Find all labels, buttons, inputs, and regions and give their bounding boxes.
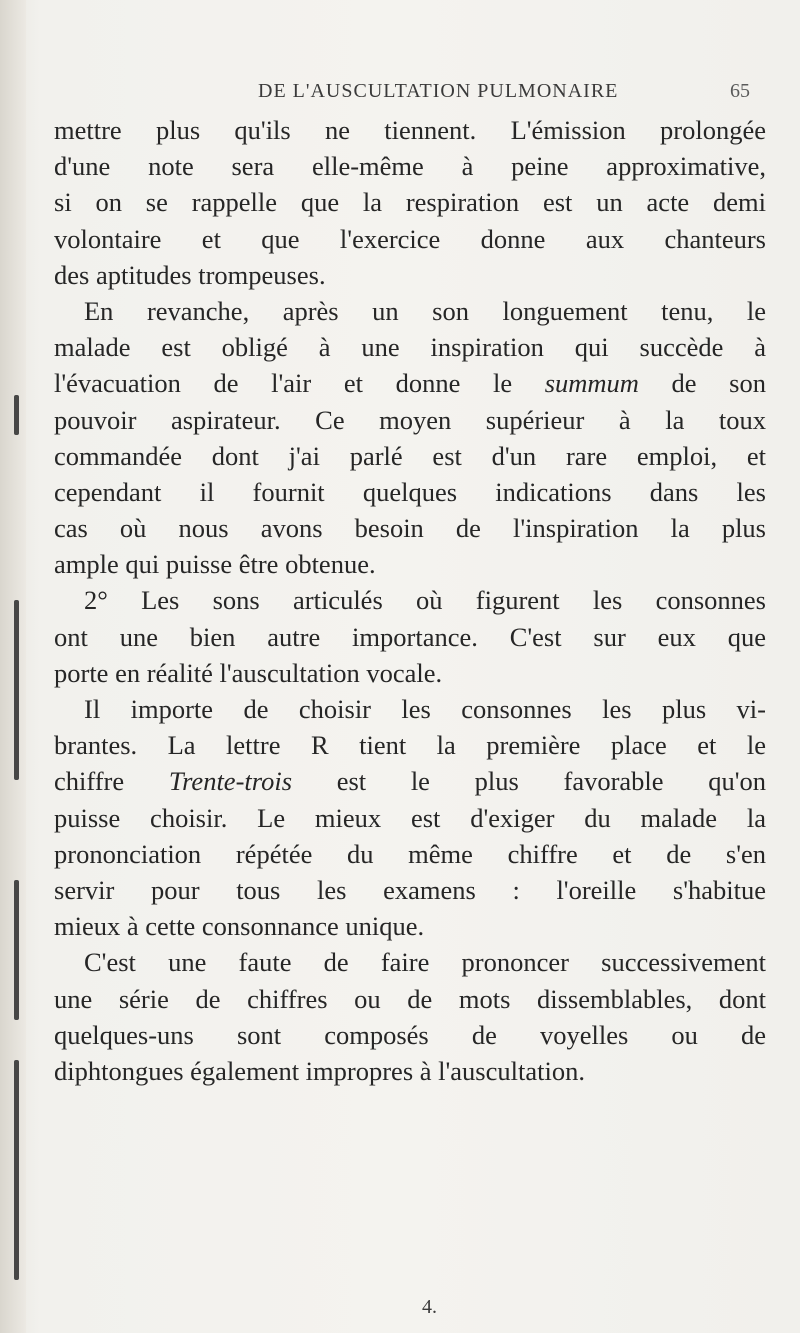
text-line: cependant il fournit quelques indications dans les: [54, 476, 766, 507]
text-line: diphtongues également impropres à l'auscultation.: [54, 1055, 585, 1086]
text-line: une série de chiffres ou de mots dissemblables, dont: [54, 983, 766, 1014]
text-line: ont une bien autre importance. C'est sur eux que: [54, 621, 766, 652]
text-line: prononciation répétée du même chiffre et de s'en: [54, 838, 766, 869]
text-line: pouvoir aspirateur. Ce moyen supérieur à la toux: [54, 404, 766, 435]
text-line: chiffre Trente-trois est le plus favorable qu'on: [54, 766, 766, 797]
text-line: mieux à cette consonnance unique.: [54, 911, 425, 942]
text-line: d'une note sera elle-même à peine approximative,: [54, 151, 766, 182]
text-line: volontaire et que l'exercice donne aux chanteurs: [54, 223, 766, 254]
binding-mark: [14, 1060, 19, 1280]
text-line: porte en réalité l'auscultation vocale.: [54, 657, 443, 688]
text-line: Il importe de choisir les consonnes les plus vi-: [84, 694, 766, 724]
text-line: l'évacuation de l'air et donne le summum de son: [54, 368, 766, 399]
text-line: quelques-uns sont composés de voyelles ou de: [54, 1019, 766, 1050]
page-gutter: [0, 0, 26, 1333]
binding-mark: [14, 600, 19, 780]
text-line: brantes. La lettre R tient la première place et le: [54, 730, 766, 761]
text-line: cas où nous avons besoin de l'inspiration la plus: [54, 513, 766, 544]
text-line: ample qui puisse être obtenue.: [54, 549, 376, 580]
body-text: [54, 112, 766, 1089]
text-line: si on se rappelle que la respiration est un acte demi: [54, 187, 766, 218]
signature-mark: 4.: [422, 1296, 437, 1318]
page-number: 65: [730, 80, 750, 102]
text-line: malade est obligé à une inspiration qui succède à: [54, 332, 766, 363]
text-line: C'est une faute de faire prononcer successivement: [84, 947, 766, 978]
text-line: 2° Les sons articulés où figurent les consonnes: [84, 585, 766, 616]
text-line: servir pour tous les examens : l'oreille s'habitue: [54, 874, 766, 905]
text-line: En revanche, après un son longuement tenu, le: [84, 295, 766, 326]
text-line: mettre plus qu'ils ne tiennent. L'émission prolongée: [54, 115, 766, 145]
text-line: des aptitudes trompeuses.: [54, 259, 326, 290]
binding-mark: [14, 880, 19, 1020]
text-line: puisse choisir. Le mieux est d'exiger du malade la: [54, 802, 766, 833]
text-line: commandée dont j'ai parlé est d'un rare emploi, et: [54, 440, 766, 471]
running-head: DE L'AUSCULTATION PULMONAIRE: [258, 80, 619, 102]
binding-mark: [14, 395, 19, 435]
